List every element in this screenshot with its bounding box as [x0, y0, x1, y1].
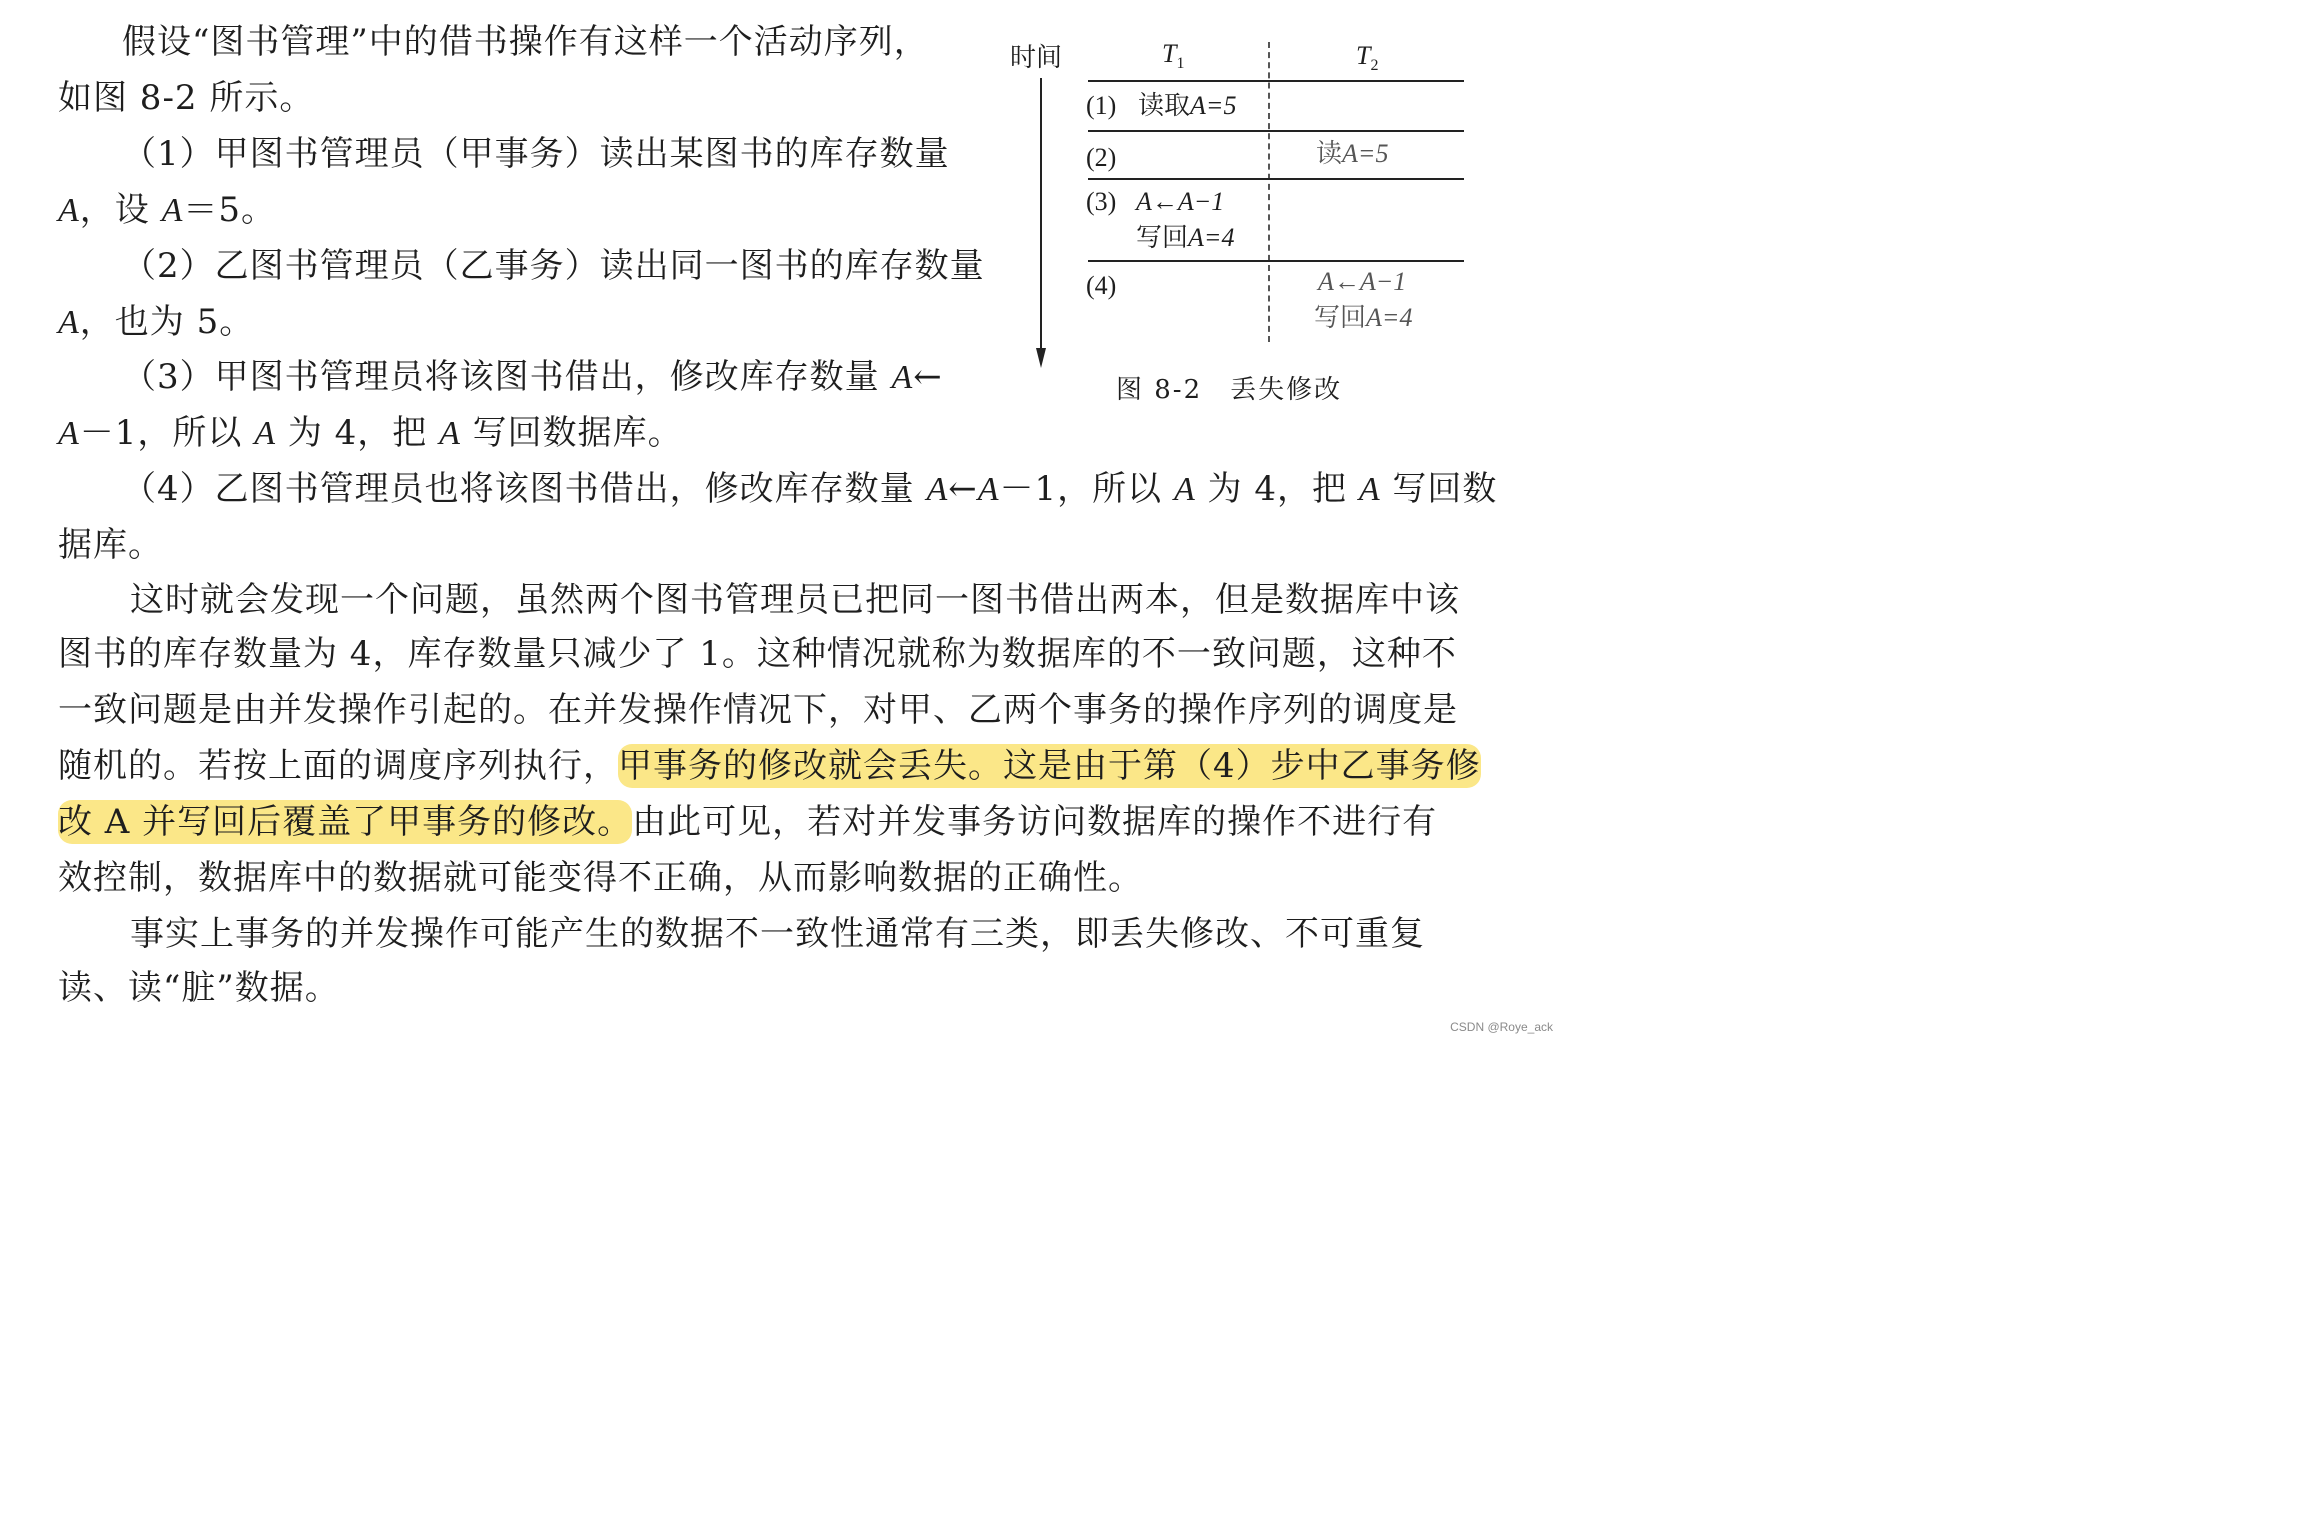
figure-caption: 图 8-2 丢失修改	[1116, 375, 1343, 405]
step-3-number: (3)	[1086, 187, 1117, 216]
step-1-t1-action: 读取A=5	[1138, 91, 1237, 121]
highlighted-text-2: 改 A 并写回后覆盖了甲事务的修改。	[58, 802, 633, 842]
t2-header: $T_2$	[1356, 41, 1379, 75]
paragraph-2-line-1: 这时就会发现一个问题，虽然两个图书管理员已把同一图书借出两本，但是数据库中该	[130, 580, 1460, 620]
paragraph-3-line-2: 读、读“脏”数据。	[58, 968, 340, 1008]
step-2-t2-action: 读A=5	[1316, 139, 1389, 169]
step-1-line-2: A，设 A＝5。	[58, 190, 277, 230]
step-4-line-1: （4）乙图书管理员也将该图书借出，修改库存数量 A←A－1，所以 A 为 4，把 A 写回数	[122, 469, 1498, 509]
divider-line	[1088, 130, 1464, 132]
divider-line	[1088, 80, 1464, 82]
time-axis-label: 时间	[1010, 43, 1063, 73]
watermark: CSDN @Roye_ack	[1450, 1020, 1553, 1034]
step-4-number: (4)	[1086, 271, 1117, 300]
highlighted-text-1: 甲事务的修改就会丢失。这是由于第（4）步中乙事务修	[618, 746, 1481, 786]
step-3-line-2: A－1，所以 A 为 4，把 A 写回数据库。	[58, 413, 683, 453]
column-divider	[1268, 42, 1270, 342]
paragraph-2-line-3: 一致问题是由并发操作引起的。在并发操作情况下，对甲、乙两个事务的操作序列的调度是	[58, 690, 1458, 730]
time-arrow-icon	[1036, 78, 1046, 368]
step-4-t2-action-line-2: 写回A=4	[1314, 303, 1413, 333]
paragraph-3-line-1: 事实上事务的并发操作可能产生的数据不一致性通常有三类，即丢失修改、不可重复	[130, 914, 1425, 954]
step-4-t2-action-line-1: A←A−1	[1318, 267, 1407, 296]
figure-lost-update	[1000, 30, 1480, 420]
step-1-number: (1)	[1086, 91, 1117, 120]
step-2-number: (2)	[1086, 143, 1117, 172]
paragraph-1-line-2: 如图 8-2 所示。	[58, 78, 315, 118]
divider-line	[1088, 260, 1464, 262]
step-2-line-1: （2）乙图书管理员（乙事务）读出同一图书的库存数量	[122, 246, 985, 286]
paragraph-1-line-1: 假设“图书管理”中的借书操作有这样一个活动序列，	[122, 22, 929, 62]
step-4-line-2: 据库。	[58, 525, 163, 565]
paragraph-2-line-2: 图书的库存数量为 4，库存数量只减少了 1。这种情况就称为数据库的不一致问题，这种不	[58, 634, 1457, 674]
step-3-line-1: （3）甲图书管理员将该图书借出，修改库存数量 A←	[122, 357, 943, 397]
step-3-t1-action-line-2: 写回A=4	[1136, 223, 1235, 253]
paragraph-2-line-4: 随机的。若按上面的调度序列执行，甲事务的修改就会丢失。这是由于第（4）步中乙事务修	[58, 746, 1481, 786]
paragraph-2-line-5: 改 A 并写回后覆盖了甲事务的修改。由此可见，若对并发事务访问数据库的操作不进行有	[58, 802, 1438, 842]
step-2-line-2: A，也为 5。	[58, 302, 255, 342]
divider-line	[1088, 178, 1464, 180]
paragraph-2-line-6: 效控制，数据库中的数据就可能变得不正确，从而影响数据的正确性。	[58, 858, 1143, 898]
step-3-t1-action-line-1: A←A−1	[1136, 187, 1225, 216]
step-1-line-1: （1）甲图书管理员（甲事务）读出某图书的库存数量	[122, 134, 950, 174]
t1-header: $T_1$	[1162, 39, 1185, 73]
